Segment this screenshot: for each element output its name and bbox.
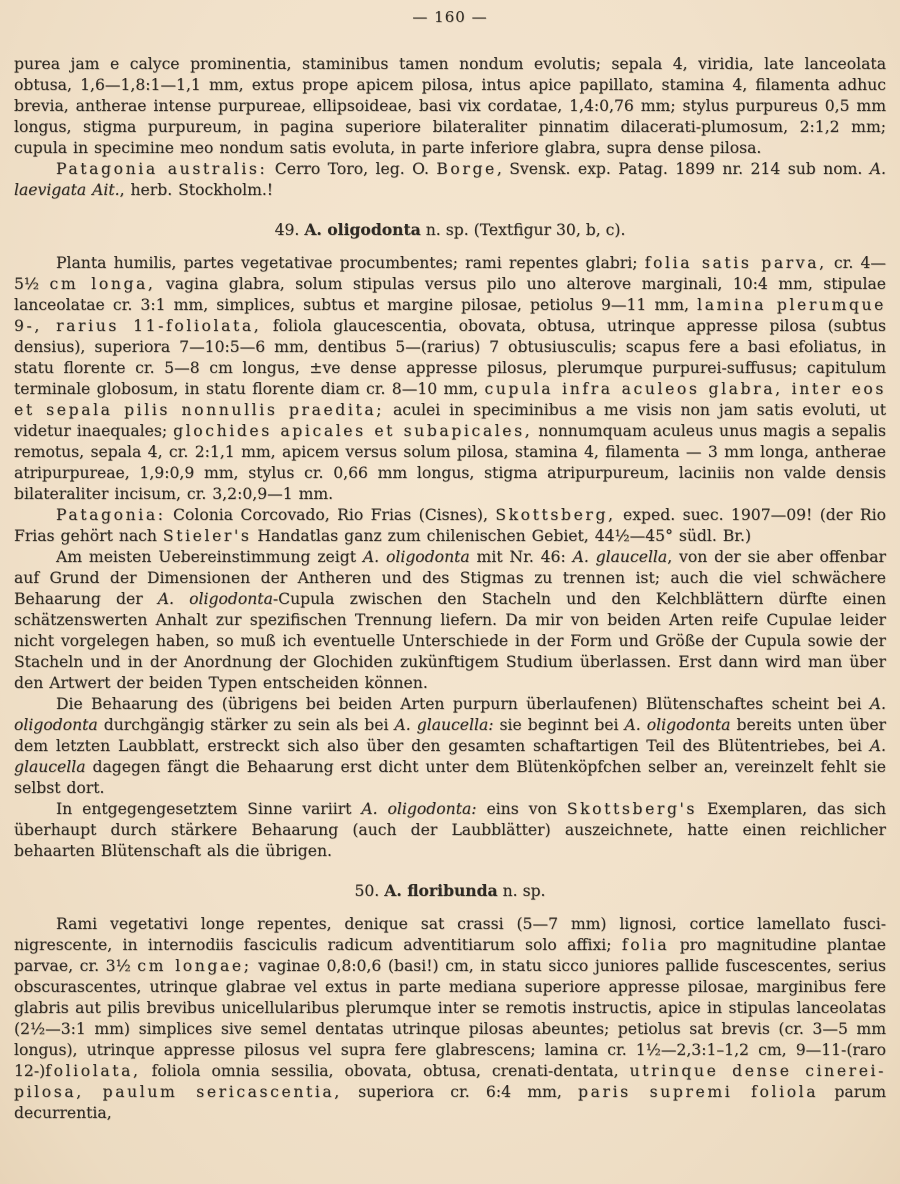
text-segment: A. oligodonta (624, 716, 731, 734)
text-segment: Colonia Corcovado, Rio Frias (Cisnes), (165, 506, 496, 524)
text-segment: pro magnitudine plantae parvae, cr. 3½ (14, 936, 886, 975)
text-segment: , Svensk. exp. Patag. 1899 nr. 214 sub nom. (496, 160, 870, 178)
paragraph (14, 914, 886, 1124)
text-segment: paris supremi foliola (578, 1083, 819, 1101)
text-segment: Skottsberg's (566, 800, 698, 818)
paragraph (14, 54, 886, 159)
text-segment: Die Behaarung des (übrigens bei beiden Arten purpurn überlaufenen) Blütenschaftes scheint bei (56, 695, 870, 713)
paragraph (14, 505, 886, 547)
text-segment: foliola glaucescentia, obovata, obtusa, utrinque appresse pilosa (subtus densius), superiora 7—10:5—6 mm, dentibus 5—(rarius) 7 obtusiusculis; scapus fere a basi efoliatus, in statu florente cr. 5—8 cm longus, ±ve dense appresse pilosus, plerumque purpurei-suffusus; capitulum terminale globosum, in statu florente diam cr. 8—10 mm, (14, 317, 886, 398)
species-heading (14, 880, 886, 902)
text-segment: durchgängig stärker zu sein als bei (97, 716, 395, 734)
text-segment: superiora cr. 6:4 mm, (341, 1083, 579, 1101)
text-segment: vagina glabra, solum stipulas versus pilo uno alterove marginali, 10:4 mm, stipulae lanceolatae cr. 3:1 mm, simplices, subtus et margine pilosae, petiolus 9—11 mm, (14, 275, 886, 314)
text-segment: Planta humilis, partes vegetativae procumbentes; rami repentes glabri; (56, 254, 645, 272)
text-segment: A. glaucella (14, 737, 886, 776)
paragraph (14, 799, 886, 862)
text-segment: , herb. Stockholm.! (119, 181, 274, 199)
paragraph (14, 253, 886, 505)
paragraph (14, 547, 886, 694)
text-segment: A. floribunda (384, 881, 498, 900)
text-segment: foliola omnia sessilia, obovata, obtusa, crenati-dentata, (140, 1062, 630, 1080)
text-segment: cm longa, (49, 275, 156, 293)
text-segment: glochides apicales et subapicales, (173, 422, 533, 440)
text-segment: sie beginnt bei (493, 716, 625, 734)
text-segment: vaginae 0,8:0,6 (basi!) cm, in statu sicco juniores pallide fuscescentes, serius obscurascentes, utrinque glabrae vel extus in parte mediana superiore appresse pilosae, marginibus fere glabris aut pilis brevibus unicellularibus plerumque inter se remotis instructis, apice in stipulas lanceolatas (2½—3:1 mm) simplices sive semel dentatas utrinque pilosas abeuntes; petiolus sat brevis (cr. 3—5 mm longus), utrinque appresse pilosus vel supra fere glabrescens; lamina cr. 1½—2,3:1–1,2 cm, 9—11-(raro 12-) (14, 957, 886, 1080)
text-segment: Rami vegetativi longe repentes, denique sat crassi (5—7 mm) lignosi, cortice lamellato fusci-nigrescente, in internodiis fasciculis radicum adventitiarum solo affixi; (14, 915, 886, 954)
text-segment: lamina plerumque 9-, rarius 11-foliolata, (14, 296, 886, 335)
text-segment: 50. (354, 882, 385, 900)
text-segment: purea jam e calyce prominentia, staminibus tamen nondum evolutis; sepala 4, viridia, late lanceolata obtusa, 1,6—1,8:1—1,1 mm, extus prope apicem pilosa, intus apice papillato, stamina 4, filamenta adhuc brevia, antherae intense purpureae, ellipsoideae, basi vix cordatae, 1,4:0,76 mm; stylus purpureus 0,5 mm longus, stigma purpureum, in pagina superiore bilateraliter pinnatim dilacerati-plumosum, 2:1,2 mm; cupula in specimine meo nondum satis evoluta, in parte inferiore glabra, supra dense pilosa. (14, 55, 886, 157)
text-segment: Borge (436, 160, 497, 178)
species-heading (14, 219, 886, 241)
page-number: — 160 — (412, 8, 488, 26)
text-segment: eins von (476, 800, 567, 818)
text-segment: aculei in speciminibus a me visis non jam satis evoluti, ut videtur inaequales; (14, 401, 886, 440)
text-segment: Patagonia australis: (56, 160, 268, 178)
text-segment: parum decurrentia, (14, 1083, 886, 1122)
text-segment: A. oligodonta (14, 695, 886, 734)
paragraph (14, 159, 886, 201)
text-segment: 49. (274, 221, 305, 239)
text-segment: mit Nr. 46: (469, 548, 573, 566)
text-segment: -Cupula zwischen den Stacheln und den Kelchblättern dürfte einen schätzenswerten Anhalt zur spezifischen Trennung liefern. Da mir von beiden Arten reife Cupulae leider nicht vorgelegen haben, so muß ich eventuelle Unterschiede in der Form und Größe der Cupula sowie der Stacheln und in der Anordnung der Glochiden zukünftigem Studium überlassen. Erst dann wird man über den Artwert der beiden Typen entscheiden können. (14, 590, 887, 692)
page-content (14, 54, 886, 1124)
text-segment: dagegen fängt die Behaarung erst dicht unter dem Blütenköpfchen selber an, vereinzelt fehlt sie selbst dort. (14, 758, 886, 797)
text-segment: Patagonia: (56, 506, 166, 524)
text-segment: exped. suec. 1907—09! (der Rio Frias gehört nach (14, 506, 886, 545)
paragraph (14, 694, 886, 799)
text-segment: Skottsberg, (495, 506, 616, 524)
text-segment: A. glaucella (572, 548, 668, 566)
text-segment: A. oligodonta (362, 548, 470, 566)
text-segment: n. sp. (497, 882, 546, 900)
text-segment: Exemplaren, das sich überhaupt durch stärkere Behaarung (auch der Laubblätter) auszeichnete, hatte einen reichlicher behaarten Blütenschaft als die übrigen. (14, 800, 887, 860)
text-segment: Cerro Toro, leg. O. (267, 160, 437, 178)
text-segment: nonnumquam aculeus unus magis a sepalis remotus, sepala 4, cr. 2:1,1 mm, apicem versus solum pilosa, stamina 4, filamenta — 3 mm longa, antherae atripurpureae, 1,9:0,9 mm, stylus cr. 0,66 mm longus, stigma atripurpureum, laciniis non valde densis bilateraliter incisum, cr. 3,2:0,9—1 mm. (14, 422, 886, 503)
text-segment: A. glaucella: (394, 716, 494, 734)
text-segment: A. oligodonta (304, 220, 421, 239)
text-segment: cupula infra aculeos glabra, inter eos et sepala pilis nonnullis praedita; (14, 380, 886, 419)
text-segment: folia satis parva, (644, 254, 827, 272)
text-segment: Am meisten Uebereinstimmung zeigt (56, 548, 363, 566)
text-segment: utrinque dense cinerei-pilosa, paulum sericascentia, (14, 1062, 886, 1101)
text-segment: A. laevigata Ait. (14, 160, 886, 199)
text-segment: A. oligodonta: (361, 800, 477, 818)
text-segment: n. sp. (Textfigur 30, b, c). (420, 221, 626, 239)
text-segment: folia (621, 936, 670, 954)
text-segment: , von der sie aber offenbar auf Grund der Dimensionen der Antheren und des Stigmas zu trennen ist; auch die viel schwächere Behaarung der (14, 548, 887, 608)
text-segment: cm longae; (137, 957, 252, 975)
text-segment: foliolata, (45, 1062, 141, 1080)
text-segment: In entgegengesetztem Sinne variirt (56, 800, 362, 818)
text-segment: Stieler's (162, 527, 252, 545)
text-segment: bereits unten über dem letzten Laubblatt, erstreckt sich also über den gesamten schaftartigen Teil des Blütentriebes, bei (14, 716, 886, 755)
text-segment: Handatlas ganz zum chilenischen Gebiet, 44½—45° südl. Br.) (251, 527, 752, 545)
text-segment: cr. 4—5½ (14, 254, 887, 293)
text-segment: A. oligodonta (157, 590, 273, 608)
